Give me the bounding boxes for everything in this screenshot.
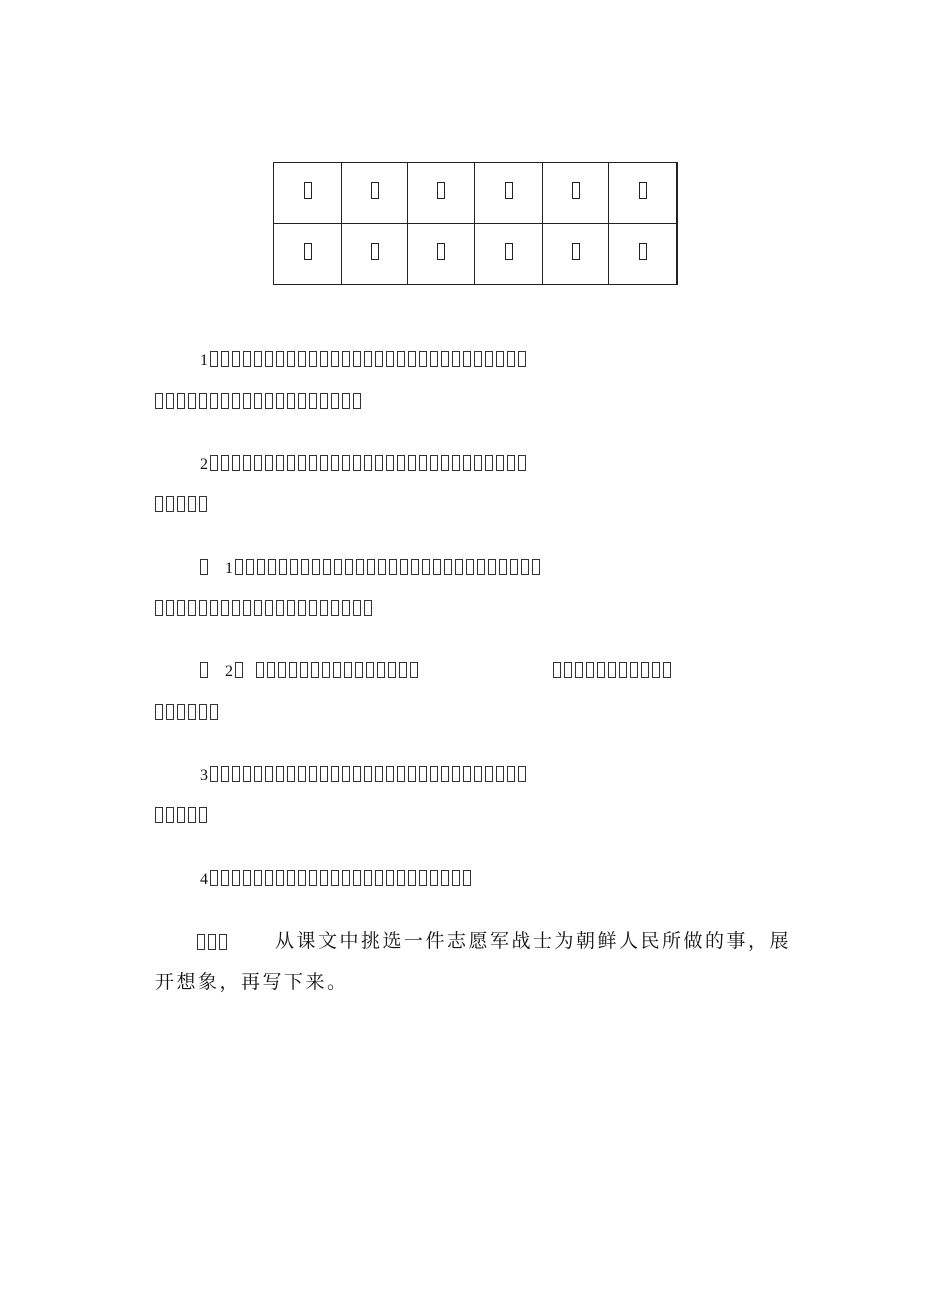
missing-glyph-icon	[444, 559, 452, 575]
unrendered-text	[155, 806, 210, 825]
missing-glyph-icon	[243, 351, 251, 367]
missing-glyph-icon	[320, 766, 328, 782]
missing-glyph-icon	[254, 766, 262, 782]
missing-glyph-icon	[232, 393, 240, 409]
missing-glyph-icon	[474, 351, 482, 367]
missing-glyph-icon	[386, 870, 394, 886]
missing-glyph-icon	[199, 704, 207, 720]
missing-glyph-icon	[375, 870, 383, 886]
missing-glyph-icon	[507, 455, 515, 471]
grid-cell	[342, 224, 408, 285]
missing-glyph-icon	[433, 559, 441, 575]
missing-glyph-icon	[265, 393, 273, 409]
grid-cell	[274, 224, 342, 285]
missing-glyph-icon	[496, 766, 504, 782]
missing-glyph-icon	[177, 600, 185, 616]
missing-glyph-icon	[397, 455, 405, 471]
missing-glyph-icon	[320, 351, 328, 367]
sub-question-1-line-1	[200, 558, 543, 579]
missing-glyph-icon	[208, 934, 216, 950]
unrendered-text	[256, 661, 421, 680]
missing-glyph-icon	[278, 662, 286, 678]
missing-glyph-icon	[243, 870, 251, 886]
missing-glyph-icon	[300, 662, 308, 678]
missing-glyph-icon	[466, 559, 474, 575]
grid-cell	[609, 224, 678, 285]
missing-glyph-icon	[408, 766, 416, 782]
sub-question-2-line-1-right	[553, 661, 674, 681]
missing-glyph-icon	[397, 351, 405, 367]
missing-glyph-icon	[575, 662, 583, 678]
missing-glyph-icon	[246, 559, 254, 575]
missing-glyph-icon	[474, 455, 482, 471]
missing-glyph-icon	[287, 455, 295, 471]
missing-glyph-icon	[243, 455, 251, 471]
missing-glyph-icon	[474, 766, 482, 782]
question-4-line-1	[200, 869, 474, 890]
missing-glyph-icon	[177, 807, 185, 823]
missing-glyph-icon	[188, 807, 196, 823]
missing-glyph-icon	[342, 393, 350, 409]
question-number: 1	[200, 352, 210, 369]
unrendered-text	[155, 495, 210, 514]
missing-glyph-icon	[320, 870, 328, 886]
missing-glyph-icon	[298, 455, 306, 471]
missing-glyph-icon	[364, 455, 372, 471]
missing-glyph-icon	[177, 496, 185, 512]
grid-cell	[475, 163, 543, 224]
missing-glyph-icon	[221, 870, 229, 886]
missing-glyph-icon	[254, 600, 262, 616]
writing-task-line-2: 开想象，再写下来。	[155, 971, 349, 993]
missing-glyph-icon	[532, 559, 540, 575]
missing-glyph-icon	[166, 600, 174, 616]
unrendered-text	[155, 599, 375, 618]
missing-glyph-icon	[256, 662, 264, 678]
missing-glyph-icon	[287, 600, 295, 616]
missing-glyph-icon	[268, 559, 276, 575]
missing-glyph-icon	[630, 662, 638, 678]
missing-glyph-icon	[188, 496, 196, 512]
missing-glyph-icon	[452, 870, 460, 886]
missing-glyph-icon	[287, 766, 295, 782]
missing-glyph-icon	[342, 455, 350, 471]
missing-glyph-icon	[290, 559, 298, 575]
missing-glyph-icon	[353, 351, 361, 367]
missing-glyph-icon	[334, 559, 342, 575]
missing-glyph-icon	[344, 662, 352, 678]
missing-glyph-icon	[320, 393, 328, 409]
missing-glyph-icon	[353, 766, 361, 782]
missing-glyph-icon	[353, 393, 361, 409]
missing-glyph-icon	[364, 870, 372, 886]
sub-question-2-line-1	[200, 661, 421, 682]
unrendered-text	[210, 350, 529, 369]
missing-glyph-icon	[265, 766, 273, 782]
missing-glyph-icon	[505, 243, 513, 260]
missing-glyph-icon	[200, 662, 208, 678]
missing-glyph-icon	[254, 870, 262, 886]
missing-glyph-icon	[210, 600, 218, 616]
missing-glyph-icon	[276, 766, 284, 782]
missing-glyph-icon	[496, 351, 504, 367]
missing-glyph-icon	[353, 870, 361, 886]
missing-glyph-icon	[378, 559, 386, 575]
missing-glyph-icon	[505, 182, 513, 199]
missing-glyph-icon	[298, 870, 306, 886]
missing-glyph-icon	[219, 934, 227, 950]
missing-glyph-icon	[441, 766, 449, 782]
missing-glyph-icon	[485, 766, 493, 782]
question-1-line-2	[155, 392, 364, 412]
missing-glyph-icon	[323, 559, 331, 575]
question-2-line-1	[200, 454, 529, 475]
writing-task-line-1: 从课文中挑选一件志愿军战士为朝鲜人民所做的事，展	[275, 930, 792, 952]
unrendered-text	[197, 933, 230, 952]
missing-glyph-icon	[364, 351, 372, 367]
missing-glyph-icon	[276, 351, 284, 367]
missing-glyph-icon	[564, 662, 572, 678]
missing-glyph-icon	[235, 559, 243, 575]
missing-glyph-icon	[276, 393, 284, 409]
missing-glyph-icon	[342, 870, 350, 886]
missing-glyph-icon	[304, 182, 312, 199]
missing-glyph-icon	[177, 393, 185, 409]
grid-cell	[274, 163, 342, 224]
grid-cell	[342, 163, 408, 224]
missing-glyph-icon	[279, 559, 287, 575]
grid-cell	[543, 224, 609, 285]
missing-glyph-icon	[408, 870, 416, 886]
missing-glyph-icon	[430, 766, 438, 782]
missing-glyph-icon	[452, 351, 460, 367]
missing-glyph-icon	[243, 600, 251, 616]
missing-glyph-icon	[639, 243, 647, 260]
missing-glyph-icon	[265, 870, 273, 886]
unrendered-text	[235, 558, 543, 577]
question-number: 1	[225, 560, 235, 577]
missing-glyph-icon	[485, 351, 493, 367]
question-2-line-2	[155, 495, 210, 515]
missing-glyph-icon	[419, 766, 427, 782]
missing-glyph-icon	[197, 934, 205, 950]
question-number: 2	[200, 456, 210, 473]
missing-glyph-icon	[507, 351, 515, 367]
missing-glyph-icon	[155, 704, 163, 720]
missing-glyph-icon	[232, 600, 240, 616]
missing-glyph-icon	[553, 662, 561, 678]
unrendered-text	[210, 454, 529, 473]
missing-glyph-icon	[276, 455, 284, 471]
missing-glyph-icon	[331, 455, 339, 471]
missing-glyph-icon	[331, 600, 339, 616]
missing-glyph-icon	[210, 870, 218, 886]
unrendered-text	[155, 703, 221, 722]
missing-glyph-icon	[257, 559, 265, 575]
missing-glyph-icon	[463, 351, 471, 367]
missing-glyph-icon	[188, 393, 196, 409]
missing-glyph-icon	[309, 766, 317, 782]
unrendered-text	[210, 869, 474, 888]
missing-glyph-icon	[518, 766, 526, 782]
missing-glyph-icon	[199, 600, 207, 616]
missing-glyph-icon	[309, 455, 317, 471]
missing-glyph-icon	[304, 243, 312, 260]
missing-glyph-icon	[619, 662, 627, 678]
unrendered-text	[200, 558, 211, 577]
missing-glyph-icon	[199, 393, 207, 409]
missing-glyph-icon	[254, 393, 262, 409]
unrendered-text	[200, 661, 211, 680]
missing-glyph-icon	[353, 455, 361, 471]
missing-glyph-icon	[364, 600, 372, 616]
missing-glyph-icon	[199, 807, 207, 823]
missing-glyph-icon	[399, 662, 407, 678]
missing-glyph-icon	[507, 766, 515, 782]
missing-glyph-icon	[311, 662, 319, 678]
missing-glyph-icon	[267, 662, 275, 678]
missing-glyph-icon	[452, 455, 460, 471]
question-number: 2	[225, 663, 235, 680]
unrendered-text	[553, 661, 674, 680]
missing-glyph-icon	[221, 455, 229, 471]
missing-glyph-icon	[597, 662, 605, 678]
question-3-line-1	[200, 765, 529, 786]
character-grid	[273, 162, 678, 285]
missing-glyph-icon	[608, 662, 616, 678]
missing-glyph-icon	[437, 243, 445, 260]
missing-glyph-icon	[210, 766, 218, 782]
missing-glyph-icon	[572, 243, 580, 260]
missing-glyph-icon	[309, 870, 317, 886]
missing-glyph-icon	[437, 182, 445, 199]
missing-glyph-icon	[331, 393, 339, 409]
missing-glyph-icon	[322, 662, 330, 678]
grid-cell	[543, 163, 609, 224]
missing-glyph-icon	[477, 559, 485, 575]
missing-glyph-icon	[488, 559, 496, 575]
missing-glyph-icon	[254, 455, 262, 471]
missing-glyph-icon	[331, 766, 339, 782]
missing-glyph-icon	[371, 182, 379, 199]
missing-glyph-icon	[389, 559, 397, 575]
unrendered-text	[155, 392, 364, 411]
missing-glyph-icon	[510, 559, 518, 575]
missing-glyph-icon	[312, 559, 320, 575]
unrendered-text	[210, 765, 529, 784]
missing-glyph-icon	[243, 393, 251, 409]
missing-glyph-icon	[430, 455, 438, 471]
missing-glyph-icon	[485, 455, 493, 471]
missing-glyph-icon	[309, 600, 317, 616]
missing-glyph-icon	[166, 393, 174, 409]
missing-glyph-icon	[235, 662, 243, 678]
missing-glyph-icon	[441, 455, 449, 471]
missing-glyph-icon	[232, 870, 240, 886]
missing-glyph-icon	[386, 455, 394, 471]
missing-glyph-icon	[155, 600, 163, 616]
missing-glyph-icon	[265, 455, 273, 471]
missing-glyph-icon	[155, 393, 163, 409]
missing-glyph-icon	[232, 351, 240, 367]
missing-glyph-icon	[155, 807, 163, 823]
question-1-line-1	[200, 350, 529, 371]
writing-task-label	[197, 933, 230, 953]
missing-glyph-icon	[265, 600, 273, 616]
missing-glyph-icon	[463, 766, 471, 782]
missing-glyph-icon	[298, 393, 306, 409]
missing-glyph-icon	[353, 600, 361, 616]
missing-glyph-icon	[289, 662, 297, 678]
missing-glyph-icon	[419, 351, 427, 367]
missing-glyph-icon	[221, 600, 229, 616]
missing-glyph-icon	[309, 393, 317, 409]
missing-glyph-icon	[345, 559, 353, 575]
missing-glyph-icon	[210, 393, 218, 409]
missing-glyph-icon	[188, 704, 196, 720]
missing-glyph-icon	[200, 559, 208, 575]
missing-glyph-icon	[441, 351, 449, 367]
missing-glyph-icon	[276, 870, 284, 886]
missing-glyph-icon	[210, 351, 218, 367]
missing-glyph-icon	[397, 766, 405, 782]
missing-glyph-icon	[463, 455, 471, 471]
missing-glyph-icon	[287, 393, 295, 409]
missing-glyph-icon	[199, 496, 207, 512]
grid-cell	[609, 163, 678, 224]
missing-glyph-icon	[652, 662, 660, 678]
question-number: 3	[200, 767, 210, 784]
missing-glyph-icon	[518, 351, 526, 367]
missing-glyph-icon	[641, 662, 649, 678]
missing-glyph-icon	[301, 559, 309, 575]
missing-glyph-icon	[232, 455, 240, 471]
missing-glyph-icon	[386, 766, 394, 782]
missing-glyph-icon	[210, 704, 218, 720]
missing-glyph-icon	[430, 351, 438, 367]
missing-glyph-icon	[419, 870, 427, 886]
missing-glyph-icon	[366, 662, 374, 678]
missing-glyph-icon	[375, 351, 383, 367]
missing-glyph-icon	[265, 351, 273, 367]
missing-glyph-icon	[177, 704, 185, 720]
missing-glyph-icon	[320, 455, 328, 471]
missing-glyph-icon	[342, 600, 350, 616]
missing-glyph-icon	[287, 351, 295, 367]
missing-glyph-icon	[287, 870, 295, 886]
missing-glyph-icon	[210, 455, 218, 471]
missing-glyph-icon	[166, 807, 174, 823]
missing-glyph-icon	[400, 559, 408, 575]
missing-glyph-icon	[408, 455, 416, 471]
missing-glyph-icon	[430, 870, 438, 886]
missing-glyph-icon	[663, 662, 671, 678]
missing-glyph-icon	[331, 351, 339, 367]
missing-glyph-icon	[232, 766, 240, 782]
missing-glyph-icon	[419, 455, 427, 471]
question-number: 4	[200, 871, 210, 888]
missing-glyph-icon	[254, 351, 262, 367]
missing-glyph-icon	[639, 182, 647, 199]
missing-glyph-icon	[518, 455, 526, 471]
missing-glyph-icon	[388, 662, 396, 678]
missing-glyph-icon	[496, 455, 504, 471]
missing-glyph-icon	[333, 662, 341, 678]
missing-glyph-icon	[455, 559, 463, 575]
missing-glyph-icon	[375, 455, 383, 471]
missing-glyph-icon	[243, 766, 251, 782]
missing-glyph-icon	[342, 766, 350, 782]
missing-glyph-icon	[521, 559, 529, 575]
unrendered-text	[235, 661, 246, 680]
missing-glyph-icon	[499, 559, 507, 575]
missing-glyph-icon	[364, 766, 372, 782]
missing-glyph-icon	[221, 351, 229, 367]
grid-cell	[408, 163, 475, 224]
missing-glyph-icon	[367, 559, 375, 575]
missing-glyph-icon	[375, 766, 383, 782]
missing-glyph-icon	[166, 704, 174, 720]
missing-glyph-icon	[320, 600, 328, 616]
grid-row	[274, 163, 678, 224]
missing-glyph-icon	[422, 559, 430, 575]
missing-glyph-icon	[342, 351, 350, 367]
missing-glyph-icon	[221, 766, 229, 782]
missing-glyph-icon	[331, 870, 339, 886]
missing-glyph-icon	[356, 559, 364, 575]
missing-glyph-icon	[452, 766, 460, 782]
missing-glyph-icon	[355, 662, 363, 678]
missing-glyph-icon	[221, 393, 229, 409]
missing-glyph-icon	[298, 766, 306, 782]
missing-glyph-icon	[410, 662, 418, 678]
question-3-line-2	[155, 806, 210, 826]
missing-glyph-icon	[155, 496, 163, 512]
missing-glyph-icon	[298, 600, 306, 616]
missing-glyph-icon	[397, 870, 405, 886]
grid-cell	[475, 224, 543, 285]
missing-glyph-icon	[572, 182, 580, 199]
missing-glyph-icon	[309, 351, 317, 367]
grid-row	[274, 224, 678, 285]
grid-cell	[408, 224, 475, 285]
missing-glyph-icon	[377, 662, 385, 678]
missing-glyph-icon	[441, 870, 449, 886]
missing-glyph-icon	[408, 351, 416, 367]
sub-question-1-line-2	[155, 599, 375, 619]
missing-glyph-icon	[371, 243, 379, 260]
missing-glyph-icon	[386, 351, 394, 367]
missing-glyph-icon	[166, 496, 174, 512]
missing-glyph-icon	[463, 870, 471, 886]
missing-glyph-icon	[188, 600, 196, 616]
sub-question-2-line-2	[155, 703, 221, 723]
missing-glyph-icon	[298, 351, 306, 367]
missing-glyph-icon	[411, 559, 419, 575]
missing-glyph-icon	[586, 662, 594, 678]
missing-glyph-icon	[276, 600, 284, 616]
